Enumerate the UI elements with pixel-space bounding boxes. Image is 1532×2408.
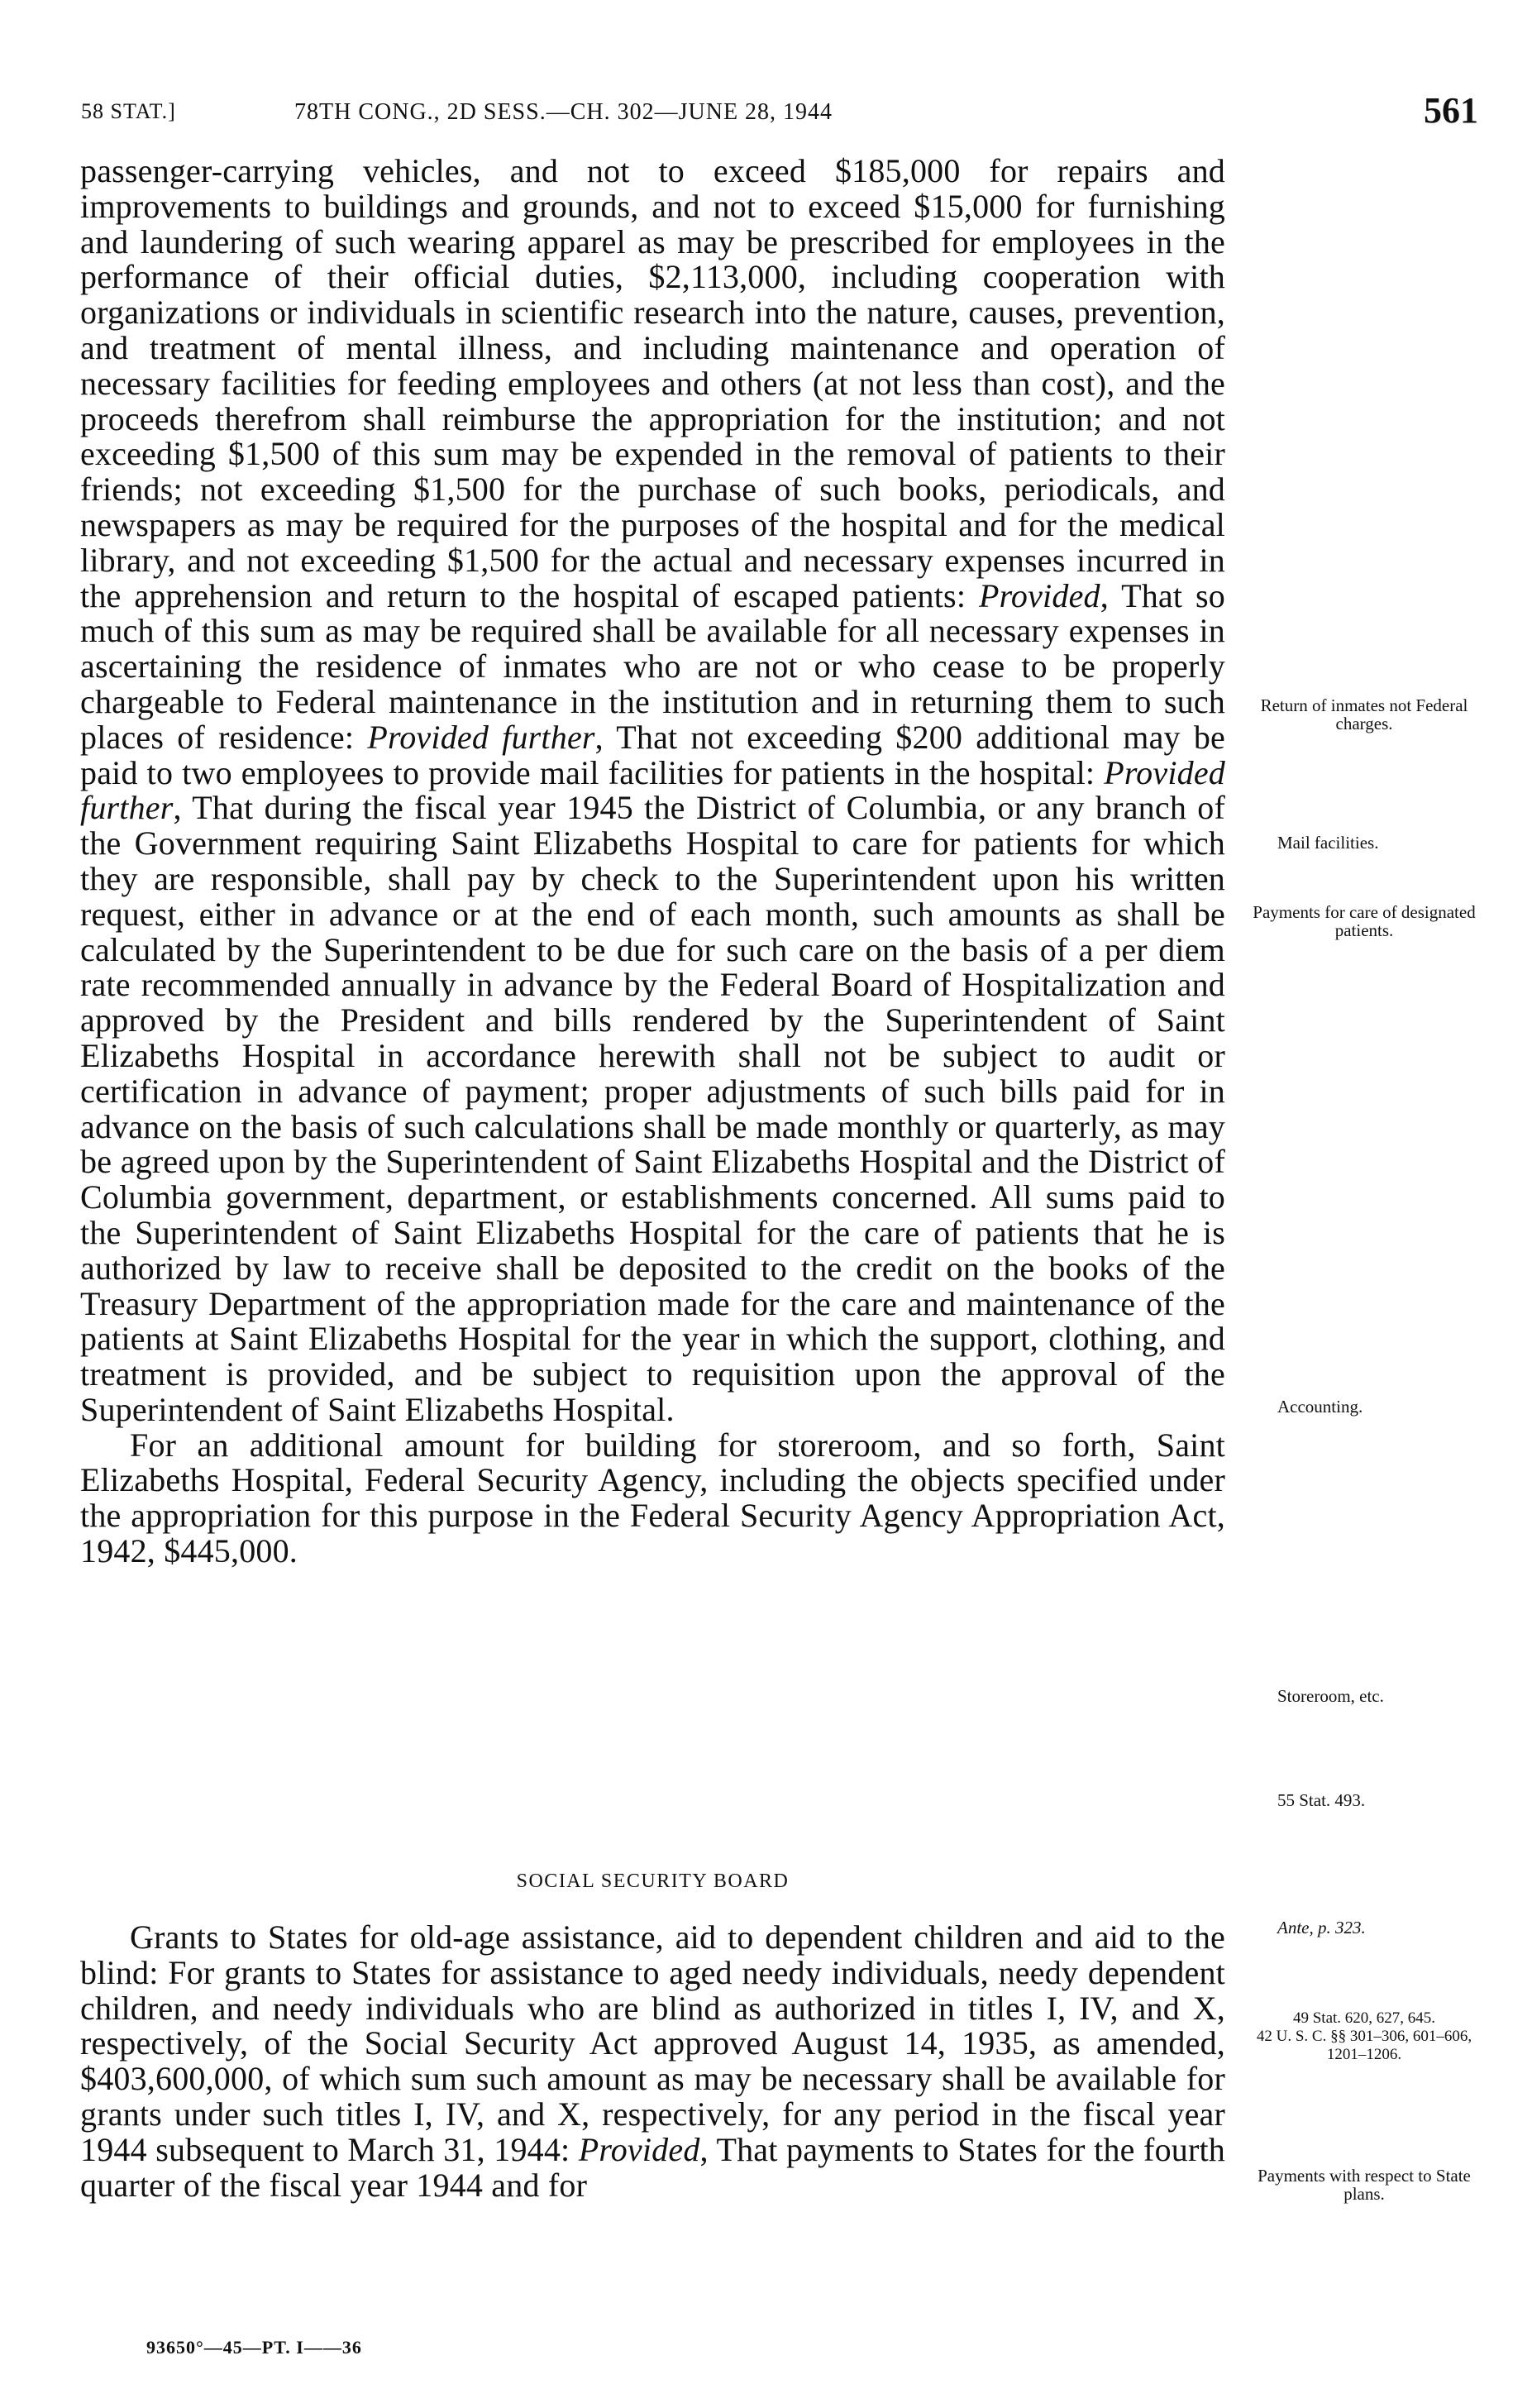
proviso-italic: Provided further: [367, 718, 595, 756]
text-segment: , That payments to States for the fourth quarter of the fiscal year 1944 and for: [80, 2130, 1225, 2204]
text-segment: , That not exceeding $200 additional may be paid to two employees to provide mail facilities for patients in the hospital:: [80, 718, 1225, 791]
proviso-italic: Provided: [978, 576, 1100, 614]
print-code-footer: 93650°—45—PT. I——36: [146, 2337, 362, 2358]
margin-note-ante-reference: Ante, p. 323.: [1277, 1918, 1366, 1937]
margin-note-return-inmates: Return of inmates not Federal charges.: [1260, 695, 1468, 733]
text-segment: Grants to States for old-age assistance, aid to dependent children and aid to the blind: For grants to States for assistance to aged needy individuals, needy dependent children, and needy individuals who are blind as authorized in titles I, IV, and X, respectively, of the Social Security Act approved August 14, 1935, as amended, $403,600,000, of which sum such amount as may be necessary shall be available for grants under such titles I, IV, and X, respectively, for any period in the fiscal year 1944 subsequent to March 31, 1944:: [80, 1918, 1225, 2168]
page-header: [81, 89, 1478, 139]
margin-note-stat-reference: 55 Stat. 493.: [1277, 1790, 1366, 1810]
main-text: [80, 154, 1225, 1570]
text-segment: , That so much of this sum as may be required shall be available for all necessary expenses in ascertaining the residence of inmates who are not or who cease to be properly chargeable to Federal maintenance in the institution and in returning them to such places of residence:: [80, 576, 1225, 756]
main-text-social-security: [80, 1920, 1225, 2203]
text-segment: , That during the fiscal year 1945 the District of Columbia, or any branch of the Government requiring Saint Elizabeths Hospital to care for patients for which they are responsible, shall pay by check to the Superintendent upon his written request, either in advance or at the end of each month, such amounts as shall be calculated by the Superintendent to be due for such care on the basis of a per diem rate recommended annually in advance by the Federal Board of Hospitalization and approved by the President and bills rendered by the Superintendent of Saint Elizabeths Hospital in accordance herewith shall not be subject to audit or certification in advance of payment; proper adjustments of such bills paid for in advance on the basis of such calculations shall be made monthly or quarterly, as may be agreed upon by the Superintendent of Saint Elizabeths Hospital and the District of Columbia government, department, or establishments concerned. All sums paid to the Superintendent of Saint Elizabeths Hospital for the care of patients that he is authorized by law to receive shall be deposited to the credit on the books of the Treasury Department of the appropriation made for the care and maintenance of the patients at Saint Elizabeths Hospital for the year in which the support, clothing, and treatment is provided, and be subject to requisition upon the approval of the Superintendent of Saint Elizabeths Hospital.: [80, 789, 1225, 1428]
paragraph-grants-to-states: [80, 1920, 1225, 2203]
paragraph-storeroom: For an additional amount for building for storeroom, and so forth, Saint Elizabeths Hospital, Federal Security Agency, including the objects specified under the appropriation for this purpose in the Federal Security Agency Appropriation Act, 1942, $445,000.: [80, 1426, 1225, 1570]
page-number: 561: [1424, 90, 1478, 131]
proviso-italic: Provided further: [80, 753, 1225, 827]
margin-note-payments-state-plans: Payments with respect to State plans.: [1258, 2166, 1471, 2204]
margin-note-payments-care: Payments for care of designated patients.: [1253, 902, 1476, 940]
margin-note-accounting: Accounting.: [1277, 1397, 1363, 1417]
statute-volume: 58 STAT.]: [81, 99, 176, 123]
session-citation: 78TH CONG., 2D SESS.—CH. 302—JUNE 28, 1944: [294, 99, 833, 125]
margin-note-stat-49: 49 Stat. 620, 627, 645.: [1292, 2009, 1436, 2027]
section-heading: SOCIAL SECURITY BOARD: [516, 1870, 790, 1892]
margin-note-storeroom: Storeroom, etc.: [1277, 1686, 1384, 1706]
paragraph-hospital-appropriation: [80, 154, 1225, 1428]
margin-note-mail-facilities: Mail facilities.: [1277, 833, 1379, 853]
margin-note-usc-reference: 42 U. S. C. §§ 301–306, 601–606, 1201–1206.: [1256, 2028, 1472, 2063]
text-segment: passenger-carrying vehicles, and not to exceed $185,000 for repairs and improvements to buildings and grounds, and not to exceed $15,000 for furnishing and laundering of such wearing apparel as may be prescribed for employees in the performance of their official duties, $2,113,000, including cooperation with organizations or individuals in scientific research into the nature, causes, prevention, and treatment of mental illness, and including maintenance and operation of necessary facilities for feeding employees and others (at not less than cost), and the proceeds therefrom shall reimburse the appropriation for the institution; and not exceeding $1,500 of this sum may be expended in the removal of patients to their friends; not exceeding $1,500 for the purchase of such books, periodicals, and newspapers as may be required for the purposes of the hospital and for the medical library, and not exceeding $1,500 for the actual and necessary expenses incurred in the apprehension and return to the hospital of escaped patients:: [80, 152, 1225, 614]
proviso-italic: Provided: [578, 2130, 700, 2168]
